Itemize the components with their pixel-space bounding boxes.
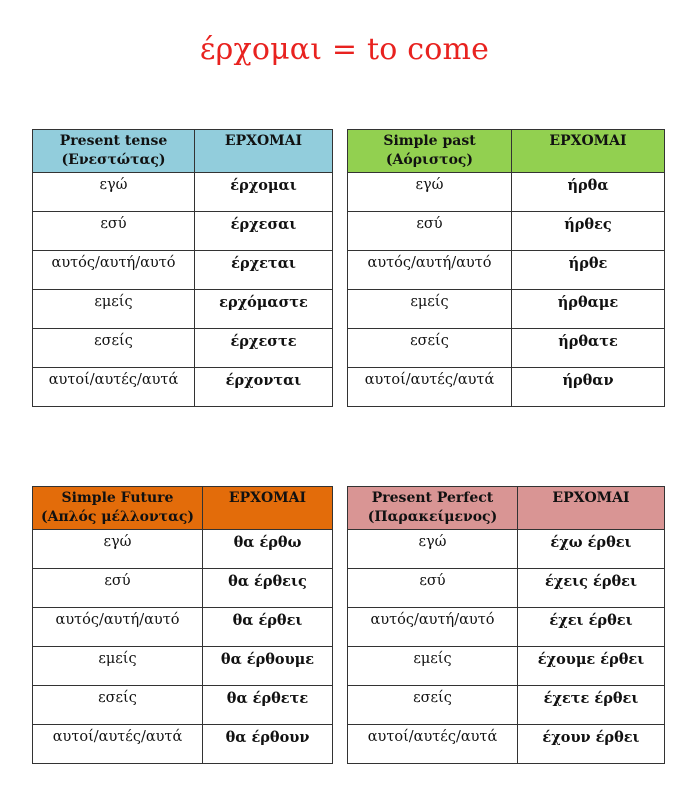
verb-form-cell: έχετε έρθει <box>518 686 665 725</box>
table-header-row <box>33 130 333 173</box>
pronoun-cell: εσείς <box>348 686 518 725</box>
table-row <box>348 725 665 764</box>
table-row <box>33 725 333 764</box>
pronoun-cell: εμείς <box>348 647 518 686</box>
verb-form-cell: ήρθες <box>512 212 665 251</box>
verb-form-cell: έχουμε έρθει <box>518 647 665 686</box>
pronoun-cell: εγώ <box>33 530 203 569</box>
table-row <box>33 290 333 329</box>
table-row <box>33 608 333 647</box>
verb-form-cell: θα έρθει <box>203 608 333 647</box>
pronoun-cell: αυτός/αυτή/αυτό <box>33 608 203 647</box>
pronoun-cell: εσείς <box>348 329 512 368</box>
verb-form-cell: έχει έρθει <box>518 608 665 647</box>
verb-form-cell: ήρθε <box>512 251 665 290</box>
table-row <box>33 251 333 290</box>
tense-greek-name: (Αόριστος) <box>385 152 474 168</box>
pronoun-cell: εμείς <box>33 290 195 329</box>
tense-name: Present tense <box>59 133 168 149</box>
table-row <box>348 686 665 725</box>
verb-form-cell: έρχομαι <box>195 173 333 212</box>
pronoun-cell: εσύ <box>33 212 195 251</box>
tense-header <box>33 487 203 530</box>
verb-header: ΕΡΧΟΜΑΙ <box>512 130 665 173</box>
verb-form-cell: έρχεται <box>195 251 333 290</box>
pronoun-cell: αυτοί/αυτές/αυτά <box>33 368 195 407</box>
pronoun-cell: εμείς <box>348 290 512 329</box>
tense-greek-name: (Παρακείμενος) <box>367 509 498 525</box>
pronoun-cell: εγώ <box>348 173 512 212</box>
verb-form-cell: ήρθαμε <box>512 290 665 329</box>
pronoun-cell: εσείς <box>33 329 195 368</box>
table-row <box>33 530 333 569</box>
present-perfect-table <box>347 486 665 764</box>
table-row <box>348 290 665 329</box>
verb-form-cell: έρχονται <box>195 368 333 407</box>
table-row <box>33 212 333 251</box>
table-row <box>348 530 665 569</box>
table-row <box>348 368 665 407</box>
verb-form-cell: ήρθατε <box>512 329 665 368</box>
verb-form-cell: έχεις έρθει <box>518 569 665 608</box>
verb-form-cell: έχω έρθει <box>518 530 665 569</box>
tense-header <box>348 130 512 173</box>
table-header-row <box>348 130 665 173</box>
pronoun-cell: εσύ <box>348 212 512 251</box>
pronoun-cell: αυτός/αυτή/αυτό <box>348 608 518 647</box>
pronoun-cell: εσύ <box>348 569 518 608</box>
table-row <box>33 329 333 368</box>
pronoun-cell: εγώ <box>348 530 518 569</box>
simple-past-table <box>347 129 665 407</box>
pronoun-cell: εσείς <box>33 686 203 725</box>
verb-form-cell: ήρθα <box>512 173 665 212</box>
pronoun-cell: αυτός/αυτή/αυτό <box>348 251 512 290</box>
pronoun-cell: εγώ <box>33 173 195 212</box>
verb-header: ΕΡΧΟΜΑΙ <box>203 487 333 530</box>
table-row <box>348 608 665 647</box>
verb-form-cell: θα έρθεις <box>203 569 333 608</box>
pronoun-cell: εσύ <box>33 569 203 608</box>
pronoun-cell: αυτοί/αυτές/αυτά <box>33 725 203 764</box>
table-row <box>348 647 665 686</box>
verb-header: ΕΡΧΟΜΑΙ <box>518 487 665 530</box>
tense-greek-name: (Ενεστώτας) <box>61 152 166 168</box>
tense-name: Simple past <box>383 133 476 149</box>
verb-form-cell: ερχόμαστε <box>195 290 333 329</box>
pronoun-cell: αυτοί/αυτές/αυτά <box>348 368 512 407</box>
table-header-row <box>348 487 665 530</box>
tense-name: Present Perfect <box>371 490 494 506</box>
table-row <box>348 212 665 251</box>
verb-form-cell: έχουν έρθει <box>518 725 665 764</box>
verb-form-cell: θα έρθουν <box>203 725 333 764</box>
simple-future-table <box>32 486 333 764</box>
table-row <box>33 368 333 407</box>
table-row <box>33 569 333 608</box>
table-row <box>348 569 665 608</box>
table-row <box>348 329 665 368</box>
tense-name: Simple Future <box>61 490 174 506</box>
tense-greek-name: (Απλός μέλλοντας) <box>40 509 195 525</box>
verb-form-cell: θα έρθω <box>203 530 333 569</box>
pronoun-cell: αυτοί/αυτές/αυτά <box>348 725 518 764</box>
table-row <box>348 251 665 290</box>
verb-form-cell: θα έρθουμε <box>203 647 333 686</box>
table-row <box>33 647 333 686</box>
present-tense-table <box>32 129 333 407</box>
table-row <box>348 173 665 212</box>
pronoun-cell: αυτός/αυτή/αυτό <box>33 251 195 290</box>
table-row <box>33 173 333 212</box>
verb-form-cell: έρχεστε <box>195 329 333 368</box>
verb-form-cell: έρχεσαι <box>195 212 333 251</box>
verb-form-cell: ήρθαν <box>512 368 665 407</box>
tense-header <box>348 487 518 530</box>
table-header-row <box>33 487 333 530</box>
pronoun-cell: εμείς <box>33 647 203 686</box>
verb-form-cell: θα έρθετε <box>203 686 333 725</box>
page-title: έρχομαι = to come <box>199 32 490 67</box>
verb-header: ΕΡΧΟΜΑΙ <box>195 130 333 173</box>
tense-header <box>33 130 195 173</box>
table-row <box>33 686 333 725</box>
